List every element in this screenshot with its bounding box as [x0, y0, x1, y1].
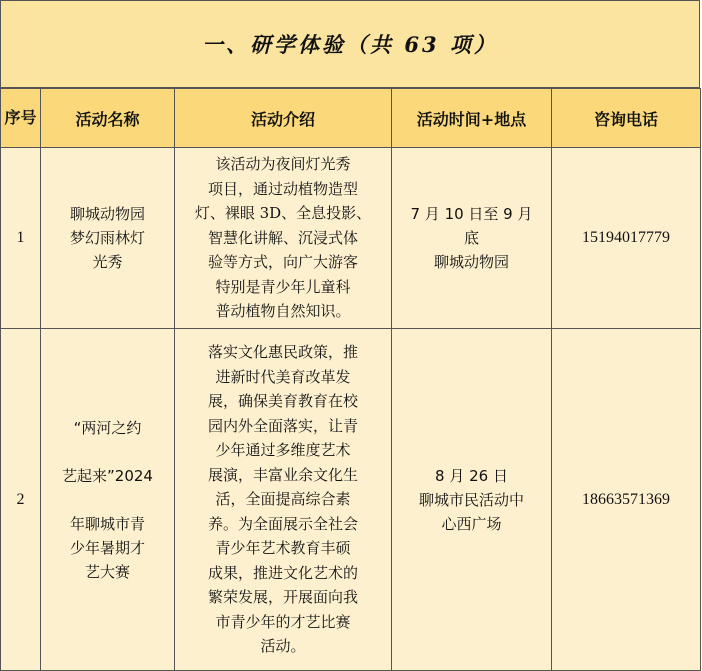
- cell-phone: 18663571369: [552, 329, 701, 671]
- header-index: 序号: [1, 89, 41, 148]
- header-time-place: 活动时间+地点: [392, 89, 552, 148]
- activity-table: [0, 88, 701, 671]
- header-activity-intro: 活动介绍: [175, 89, 392, 148]
- cell-time-place: 7 月 10 日至 9 月 底 聊城动物园: [392, 148, 552, 329]
- table-row: [1, 148, 701, 329]
- cell-activity-intro: 落实文化惠民政策，推 进新时代美育改革发 展，确保美育教育在校 园内外全面落实，让青 少年通过多维度艺术 展演，丰富业余文化生 活，全面提高综合素 养。为全面展示全社会 青少年艺术教育丰硕 成果，推进文化艺术的 繁荣发展，开展面向我 市青少年的才艺比赛 活动。: [175, 329, 392, 671]
- cell-activity-intro: 该活动为夜间灯光秀 项目，通过动植物造型 灯、裸眼 3D、全息投影、 智慧化讲解、沉浸式体 验等方式，向广大游客 特别是青少年儿童科 普动植物自然知识。: [175, 148, 392, 329]
- header-phone: 咨询电话: [552, 89, 701, 148]
- table-row: [1, 329, 701, 671]
- cell-index: 2: [1, 329, 41, 671]
- cell-index: 1: [1, 148, 41, 329]
- cell-activity-name: 聊城动物园 梦幻雨林灯 光秀: [41, 148, 175, 329]
- header-activity-name: 活动名称: [41, 89, 175, 148]
- header-row: [1, 89, 701, 148]
- section-title: 一、研学体验（共 63 项）: [0, 0, 700, 88]
- cell-time-place: 8 月 26 日 聊城市民活动中 心西广场: [392, 329, 552, 671]
- cell-activity-name: “两河之约 艺起来”2024 年聊城市青 少年暑期才 艺大赛: [41, 329, 175, 671]
- cell-phone: 15194017779: [552, 148, 701, 329]
